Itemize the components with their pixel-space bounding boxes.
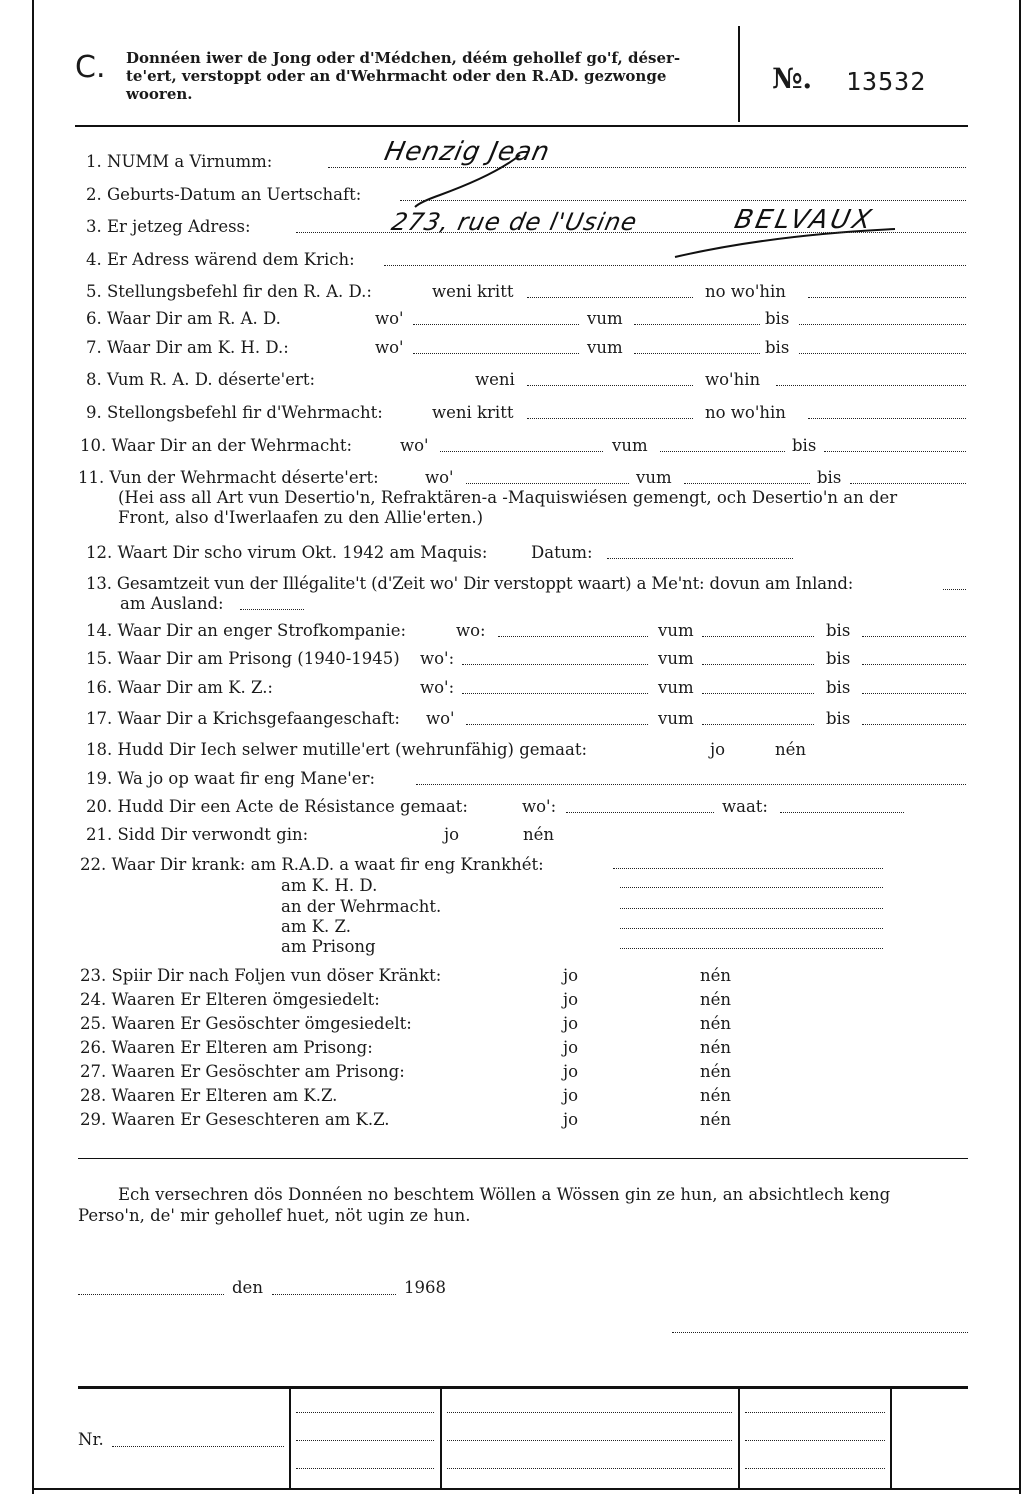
number-value: 13532 <box>846 67 927 96</box>
footer-cell-1-row-3[interactable] <box>296 1468 434 1469</box>
item-10-where: wo' <box>400 436 429 455</box>
footer-cell-1-row-1[interactable] <box>296 1412 434 1413</box>
footer-nr-label: Nr. <box>78 1430 104 1449</box>
place-field[interactable] <box>78 1294 224 1295</box>
item-24-no[interactable]: nén <box>700 990 732 1009</box>
item-13: 13. Gesamtzeit vun der Illégalite't (d'Zeit wo' Dir verstoppt waart) a Me'nt: dovun am Inland: <box>86 574 854 593</box>
item-24: 24. Waaren Er Elteren ömgesiedelt: <box>80 990 380 1009</box>
item-22-sub-1-field[interactable] <box>620 887 883 888</box>
item-13-abroad-field[interactable] <box>240 609 304 610</box>
item-5: 5. Stellungsbefehl fir den R. A. D.: <box>86 282 372 301</box>
item-7: 7. Waar Dir am K. H. D.: <box>86 338 289 357</box>
item-11-to-field[interactable] <box>850 483 966 484</box>
item-17-where-field[interactable] <box>466 724 648 725</box>
item-22: 22. Waar Dir krank: am R.A.D. a waat fir eng Krankhét: <box>80 855 544 874</box>
item-17-to-field[interactable] <box>862 724 966 725</box>
item-7-from-field[interactable] <box>634 353 760 354</box>
item-15-where-field[interactable] <box>462 664 648 665</box>
item-22-sub-1: am K. H. D. <box>281 876 378 895</box>
item-19: 19. Wa jo op waat fir eng Mane'er: <box>86 769 376 788</box>
item-5-when-field[interactable] <box>527 297 693 298</box>
item-6-to-field[interactable] <box>799 324 966 325</box>
footer-cell-1-row-2[interactable] <box>296 1440 434 1441</box>
item-17-where: wo' <box>426 709 455 728</box>
item-3-field[interactable] <box>296 232 966 233</box>
item-20-what-field[interactable] <box>780 812 904 813</box>
item-3: 3. Er jetzeg Adress: <box>86 217 251 236</box>
item-22-sub-3: am K. Z. <box>281 917 351 936</box>
footer-col-4 <box>890 1388 892 1488</box>
item-27-no[interactable]: nén <box>700 1062 732 1081</box>
footer-cell-3-row-3[interactable] <box>745 1468 885 1469</box>
item-8: 8. Vum R. A. D. déserte'ert: <box>86 370 316 389</box>
item-8-when-field[interactable] <box>527 385 693 386</box>
item-14: 14. Waar Dir an enger Strofkompanie: <box>86 621 407 640</box>
header-rule <box>75 125 968 127</box>
item-16: 16. Waar Dir am K. Z.: <box>86 678 273 697</box>
section-letter: C. <box>75 50 106 85</box>
item-7-to: bis <box>765 338 790 357</box>
item-7-to-field[interactable] <box>799 353 966 354</box>
footer-cell-3-row-1[interactable] <box>745 1412 885 1413</box>
number-label: №. <box>772 62 813 95</box>
item-14-to-field[interactable] <box>862 636 966 637</box>
footer-nr-field[interactable] <box>112 1446 284 1447</box>
footer-cell-3-row-2[interactable] <box>745 1440 885 1441</box>
date-field[interactable] <box>272 1294 396 1295</box>
item-4: 4. Er Adress wärend dem Krich: <box>86 250 355 269</box>
item-12-date: Datum: <box>531 543 593 562</box>
item-12-date-field[interactable] <box>607 558 793 559</box>
item-12: 12. Waart Dir scho virum Okt. 1942 am Maquis: <box>86 543 488 562</box>
item-15-to-field[interactable] <box>862 664 966 665</box>
item-6-from: vum <box>587 309 623 328</box>
item-22-sub-4: am Prisong <box>281 937 376 956</box>
item-7-from: vum <box>587 338 623 357</box>
item-7-where: wo' <box>375 338 404 357</box>
header-title <box>126 49 680 103</box>
item-23: 23. Spiir Dir nach Foljen vun döser Kränkt: <box>80 966 442 985</box>
item-17: 17. Waar Dir a Krichsgefaangeschaft: <box>86 709 400 728</box>
handwritten-underline <box>670 225 900 265</box>
item-22-sub-3-field[interactable] <box>620 928 883 929</box>
item-14-from: vum <box>658 621 694 640</box>
item-14-where: wo: <box>456 621 486 640</box>
item-17-from-field[interactable] <box>702 724 814 725</box>
item-26: 26. Waaren Er Elteren am Prisong: <box>80 1038 373 1057</box>
item-10-from-field[interactable] <box>660 451 785 452</box>
item-5-when: weni kritt <box>432 282 514 301</box>
item-10-where-field[interactable] <box>440 451 603 452</box>
item-25-yes[interactable]: jo <box>563 1014 579 1033</box>
item-11-where: wo' <box>425 468 454 487</box>
item-4-field[interactable] <box>384 265 966 266</box>
frame-bottom <box>32 1488 1021 1490</box>
item-2: 2. Geburts-Datum an Uertschaft: <box>86 185 362 204</box>
item-11-note-2: Front, also d'Iwerlaafen zu den Allie'erten.) <box>118 508 484 527</box>
item-6-where: wo' <box>375 309 404 328</box>
item-29-yes[interactable]: jo <box>563 1110 579 1129</box>
signature-field[interactable] <box>672 1332 968 1333</box>
item-18-no[interactable]: nén <box>775 740 807 759</box>
handwritten-city: BELVAUX <box>731 205 877 235</box>
item-20: 20. Hudd Dir een Acte de Résistance gemaat: <box>86 797 468 816</box>
item-16-from: vum <box>658 678 694 697</box>
item-14-from-field[interactable] <box>702 636 814 637</box>
item-16-where: wo': <box>420 678 455 697</box>
item-11-to: bis <box>817 468 842 487</box>
item-24-yes[interactable]: jo <box>563 990 579 1009</box>
item-22-sub-2-field[interactable] <box>620 908 883 909</box>
declaration-line-1: Ech versechren dös Donnéen no beschtem Wöllen a Wössen gin ze hun, an absichtlech keng <box>118 1185 891 1204</box>
item-28-yes[interactable]: jo <box>563 1086 579 1105</box>
item-10-to: bis <box>792 436 817 455</box>
item-13-inland-field[interactable] <box>943 589 966 590</box>
footer-cell-2-row-2[interactable] <box>447 1440 732 1441</box>
item-8-where-field[interactable] <box>776 385 966 386</box>
item-9-where: no wo'hin <box>705 403 786 422</box>
item-21-no[interactable]: nén <box>523 825 555 844</box>
item-5-where-field[interactable] <box>808 297 966 298</box>
item-14-to: bis <box>826 621 851 640</box>
item-16-to: bis <box>826 678 851 697</box>
footer-col-3 <box>738 1388 740 1488</box>
item-10-from: vum <box>612 436 648 455</box>
footer-cell-2-row-1[interactable] <box>447 1412 732 1413</box>
item-1-field[interactable] <box>328 167 966 168</box>
item-21-yes[interactable]: jo <box>444 825 460 844</box>
item-2-field[interactable] <box>400 200 966 201</box>
item-11-where-field[interactable] <box>466 483 629 484</box>
item-20-where: wo': <box>522 797 557 816</box>
item-27-yes[interactable]: jo <box>563 1062 579 1081</box>
header-title-line-1: Donnéen iwer de Jong oder d'Médchen, déém gehollef go'f, déser- <box>126 49 681 67</box>
item-22-sub-2: an der Wehrmacht. <box>281 897 442 916</box>
item-25: 25. Waaren Er Gesöschter ömgesiedelt: <box>80 1014 412 1033</box>
item-27: 27. Waaren Er Gesöschter am Prisong: <box>80 1062 405 1081</box>
item-13-abroad: am Ausland: <box>120 594 224 613</box>
footer-rule <box>78 1386 968 1389</box>
item-15-from-field[interactable] <box>702 664 814 665</box>
item-20-what: waat: <box>722 797 768 816</box>
item-21: 21. Sidd Dir verwondt gin: <box>86 825 309 844</box>
date-den: den <box>232 1278 263 1297</box>
item-16-where-field[interactable] <box>462 693 648 694</box>
item-16-to-field[interactable] <box>862 693 966 694</box>
header-title-line-2: te'ert, verstoppt oder an d'Wehrmacht oder den R.AD. gezwonge <box>126 67 667 85</box>
item-22-sub-4-field[interactable] <box>620 948 883 949</box>
item-16-from-field[interactable] <box>702 693 814 694</box>
frame-right <box>1019 0 1021 1494</box>
item-14-where-field[interactable] <box>498 636 648 637</box>
item-26-no[interactable]: nén <box>700 1038 732 1057</box>
item-6-to: bis <box>765 309 790 328</box>
footer-col-2 <box>440 1388 442 1488</box>
item-18: 18. Hudd Dir Iech selwer mutille'ert (wehrunfähig) gemaat: <box>86 740 588 759</box>
item-15-where: wo': <box>420 649 455 668</box>
item-23-no[interactable]: nén <box>700 966 732 985</box>
item-23-yes[interactable]: jo <box>563 966 579 985</box>
item-17-to: bis <box>826 709 851 728</box>
item-5-where: no wo'hin <box>705 282 786 301</box>
item-10-to-field[interactable] <box>824 451 966 452</box>
item-20-where-field[interactable] <box>566 812 714 813</box>
item-8-when: weni <box>475 370 515 389</box>
header-divider <box>738 26 740 122</box>
item-28-no[interactable]: nén <box>700 1086 732 1105</box>
declaration-line-2: Perso'n, de' mir gehollef huet, nöt ugin ze hun. <box>78 1206 471 1225</box>
item-18-yes[interactable]: jo <box>710 740 726 759</box>
item-17-from: vum <box>658 709 694 728</box>
item-11-from: vum <box>636 468 672 487</box>
item-6-where-field[interactable] <box>413 324 579 325</box>
item-6: 6. Waar Dir am R. A. D. <box>86 309 281 328</box>
section-rule <box>78 1158 968 1159</box>
item-15-from: vum <box>658 649 694 668</box>
item-22-field[interactable] <box>613 868 883 869</box>
item-6-from-field[interactable] <box>634 324 760 325</box>
item-9-where-field[interactable] <box>808 418 966 419</box>
item-11-from-field[interactable] <box>684 483 810 484</box>
item-9-when: weni kritt <box>432 403 514 422</box>
footer-cell-2-row-3[interactable] <box>447 1468 732 1469</box>
item-9: 9. Stellongsbefehl fir d'Wehrmacht: <box>86 403 383 422</box>
item-15: 15. Waar Dir am Prisong (1940-1945) <box>86 649 400 668</box>
item-9-when-field[interactable] <box>527 418 693 419</box>
item-8-where: wo'hin <box>705 370 761 389</box>
item-15-to: bis <box>826 649 851 668</box>
header-title-line-3: wooren. <box>126 85 193 103</box>
item-11: 11. Vun der Wehrmacht déserte'ert: <box>78 468 379 487</box>
item-11-note-1: (Hei ass all Art vun Desertio'n, Refraktären-a -Maquiswiésen gemengt, och Desertio'n an der <box>118 488 898 507</box>
item-26-yes[interactable]: jo <box>563 1038 579 1057</box>
item-29-no[interactable]: nén <box>700 1110 732 1129</box>
item-28: 28. Waaren Er Elteren am K.Z. <box>80 1086 338 1105</box>
frame-left <box>32 0 34 1494</box>
item-25-no[interactable]: nén <box>700 1014 732 1033</box>
handwritten-name: Henzig Jean <box>381 137 553 167</box>
item-10: 10. Waar Dir an der Wehrmacht: <box>80 436 353 455</box>
item-29: 29. Waaren Er Geseschteren am K.Z. <box>80 1110 390 1129</box>
handwritten-street: 273, rue de l'Usine <box>389 208 641 236</box>
handwritten-stroke <box>400 150 550 210</box>
item-1: 1. NUMM a Virnumm: <box>86 152 273 171</box>
item-7-where-field[interactable] <box>413 353 579 354</box>
item-19-field[interactable] <box>416 784 966 785</box>
date-year: 1968 <box>404 1278 446 1297</box>
footer-col-1 <box>289 1388 291 1488</box>
